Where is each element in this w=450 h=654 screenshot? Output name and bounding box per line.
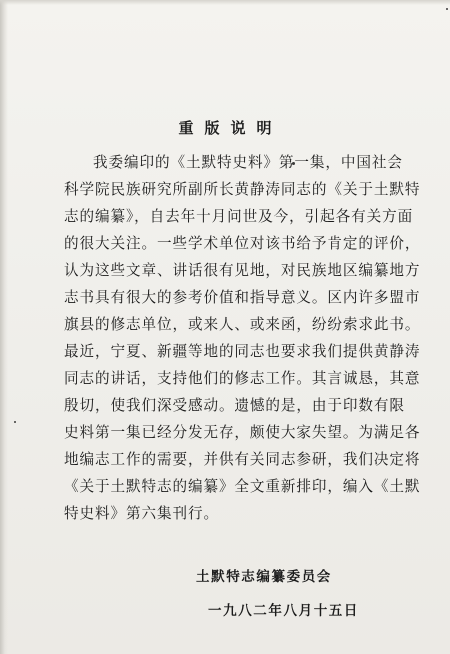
- body-line: 认为这些文章、讲话很有见地，对民族地区编纂地方: [64, 262, 421, 279]
- body-line: 史料第一集已经分发无存，颇使大家失望。为满足各: [64, 424, 421, 441]
- body-line: 志的编纂》，自去年十月问世及今，引起各有关方面: [64, 208, 414, 225]
- body-line: 最近，宁夏、新疆等地的同志也要求我们提供黄静涛: [64, 343, 421, 360]
- body-line: 科学院民族研究所副所长黄静涛同志的《关于土默特: [64, 181, 421, 198]
- document-title: 重版说明: [178, 119, 283, 137]
- body-line: 的很大关注。一些学术单位对该书给予肯定的评价，: [64, 235, 421, 252]
- page-left-edge-shadow: [0, 0, 8, 654]
- body-line: 同志的讲话，支持他们的修志工作。其言诚恳，其意: [64, 370, 421, 387]
- body-line: 特史料》第六集刊行。: [64, 505, 219, 522]
- body-line: 殷切，使我们深受感动。遗憾的是，由于印数有限: [64, 397, 405, 414]
- signature-committee: 土默特志编纂委员会: [196, 569, 332, 585]
- body-line: 旗县的修志单位，或来人、或来函，纷纷索求此书。: [64, 316, 421, 333]
- page-top-edge-shadow: [0, 0, 450, 5]
- scan-speck: [14, 421, 16, 423]
- body-line: 地编志工作的需要，并供有关同志参研，我们决定将: [64, 451, 421, 468]
- body-line: 我委编印的《土默特史料》第一集，中国社会: [93, 154, 403, 171]
- body-line: 志书具有很大的参考价值和指导意义。区内许多盟市: [64, 289, 421, 306]
- body-line: 《关于土默特志的编纂》全文重新排印，编入《土默: [64, 478, 421, 495]
- scan-speck: [446, 8, 448, 10]
- signature-date: 一九八二年八月十五日: [208, 603, 359, 619]
